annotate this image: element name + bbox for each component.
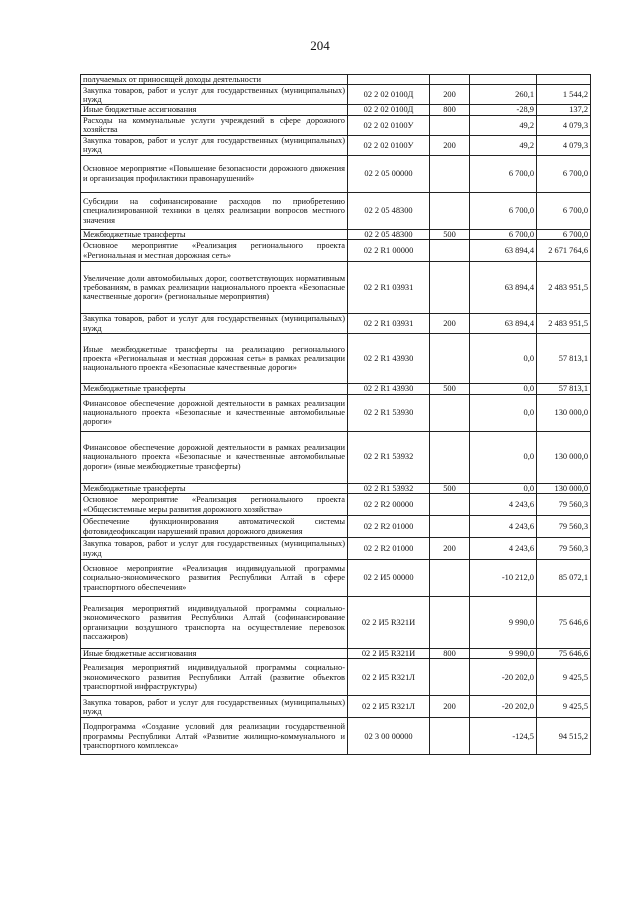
table-row xyxy=(81,314,591,334)
row-name: Закупка товаров, работ и услуг для государственных (муниципальных) нужд xyxy=(81,135,348,155)
row-change-amount: -124,5 xyxy=(470,718,537,755)
row-name: Обеспечение функционирования автоматической системы фотовидеофиксации нарушений правил дорожного движения xyxy=(81,516,348,538)
row-name: Закупка товаров, работ и услуг для государственных (муниципальных) нужд xyxy=(81,314,348,334)
table-row xyxy=(81,516,591,538)
row-code: 02 2 02 0100У xyxy=(348,115,430,135)
row-total-amount: 85 072,1 xyxy=(537,560,591,597)
row-code xyxy=(348,75,430,85)
row-change-amount: 63 894,4 xyxy=(470,262,537,314)
table-row xyxy=(81,394,591,431)
row-name: Реализация мероприятий индивидуальной программы социально-экономического развития Республики Алтай (развитие объектов транспортной инфраструктуры) xyxy=(81,659,348,696)
row-code: 02 2 R2 01000 xyxy=(348,538,430,560)
table-row xyxy=(81,334,591,384)
row-change-amount: 0,0 xyxy=(470,394,537,431)
row-expense-type: 200 xyxy=(430,696,470,718)
row-expense-type: 500 xyxy=(430,483,470,493)
row-expense-type xyxy=(430,115,470,135)
row-total-amount: 6 700,0 xyxy=(537,229,591,239)
row-code: 02 2 R1 00000 xyxy=(348,240,430,262)
row-expense-type xyxy=(430,155,470,192)
row-change-amount: 9 990,0 xyxy=(470,597,537,649)
row-code: 02 2 И5 R321Л xyxy=(348,659,430,696)
budget-table xyxy=(80,74,591,755)
row-total-amount: 9 425,5 xyxy=(537,659,591,696)
row-total-amount: 75 646,6 xyxy=(537,649,591,659)
row-change-amount: 4 243,6 xyxy=(470,494,537,516)
row-name: получаемых от приносящей доходы деятельности xyxy=(81,75,348,85)
row-change-amount: 4 243,6 xyxy=(470,538,537,560)
table-row xyxy=(81,538,591,560)
table-row xyxy=(81,155,591,192)
row-name: Финансовое обеспечение дорожной деятельности в рамках реализации национального проекта «Безопасные и качественные автомобильные дороги» xyxy=(81,394,348,431)
row-total-amount: 130 000,0 xyxy=(537,394,591,431)
row-code: 02 2 05 48300 xyxy=(348,229,430,239)
row-total-amount: 2 483 951,5 xyxy=(537,262,591,314)
row-name: Межбюджетные трансферты xyxy=(81,384,348,394)
row-total-amount: 2 671 764,6 xyxy=(537,240,591,262)
row-code: 02 2 И5 R321Л xyxy=(348,696,430,718)
row-change-amount: -28,9 xyxy=(470,105,537,115)
table-row xyxy=(81,135,591,155)
row-code: 02 2 R1 03931 xyxy=(348,314,430,334)
row-name: Иные бюджетные ассигнования xyxy=(81,649,348,659)
table-row xyxy=(81,75,591,85)
row-code: 02 2 R2 00000 xyxy=(348,494,430,516)
row-expense-type xyxy=(430,516,470,538)
row-total-amount: 6 700,0 xyxy=(537,192,591,229)
row-change-amount: 6 700,0 xyxy=(470,155,537,192)
row-code: 02 3 00 00000 xyxy=(348,718,430,755)
row-name: Основное мероприятие «Повышение безопасности дорожного движения и организация профилактики правонарушений» xyxy=(81,155,348,192)
row-total-amount: 130 000,0 xyxy=(537,431,591,483)
row-name: Финансовое обеспечение дорожной деятельности в рамках реализации национального проекта «Безопасные и качественные автомобильные дороги» (иные межбюджетные трансферты) xyxy=(81,431,348,483)
row-expense-type: 500 xyxy=(430,384,470,394)
row-expense-type xyxy=(430,262,470,314)
table-row xyxy=(81,192,591,229)
row-expense-type xyxy=(430,394,470,431)
row-change-amount: 49,2 xyxy=(470,115,537,135)
row-code: 02 2 И5 R321И xyxy=(348,597,430,649)
row-total-amount: 94 515,2 xyxy=(537,718,591,755)
row-name: Расходы на коммунальные услуги учреждений в сфере дорожного хозяйства xyxy=(81,115,348,135)
table-row xyxy=(81,560,591,597)
row-change-amount: 0,0 xyxy=(470,384,537,394)
row-expense-type xyxy=(430,192,470,229)
row-change-amount: -10 212,0 xyxy=(470,560,537,597)
row-total-amount: 130 000,0 xyxy=(537,483,591,493)
page-number: 204 xyxy=(310,38,330,53)
row-expense-type xyxy=(430,75,470,85)
row-total-amount xyxy=(537,75,591,85)
row-name: Подпрограмма «Создание условий для реализации государственной программы Республики Алтай «Развитие жилищно-коммунального и транспортного комплекса» xyxy=(81,718,348,755)
table-row xyxy=(81,229,591,239)
row-name: Реализация мероприятий индивидуальной программы социально-экономического развития Республики Алтай (софинансирование организации воздушного транспорта на осуществление перевозок пассажиров) xyxy=(81,597,348,649)
row-change-amount: -20 202,0 xyxy=(470,696,537,718)
row-change-amount: 6 700,0 xyxy=(470,192,537,229)
row-total-amount: 4 079,3 xyxy=(537,115,591,135)
row-total-amount: 79 560,3 xyxy=(537,494,591,516)
row-total-amount: 137,2 xyxy=(537,105,591,115)
row-change-amount xyxy=(470,75,537,85)
row-expense-type: 200 xyxy=(430,135,470,155)
row-expense-type xyxy=(430,718,470,755)
row-change-amount: 63 894,4 xyxy=(470,240,537,262)
row-expense-type: 800 xyxy=(430,649,470,659)
row-code: 02 2 05 00000 xyxy=(348,155,430,192)
row-change-amount: 49,2 xyxy=(470,135,537,155)
budget-table-body xyxy=(81,75,591,755)
row-total-amount: 6 700,0 xyxy=(537,155,591,192)
row-code: 02 2 05 48300 xyxy=(348,192,430,229)
row-name: Иные бюджетные ассигнования xyxy=(81,105,348,115)
table-row xyxy=(81,240,591,262)
row-change-amount: 260,1 xyxy=(470,85,537,105)
row-expense-type xyxy=(430,494,470,516)
table-row xyxy=(81,105,591,115)
row-code: 02 2 R1 53930 xyxy=(348,394,430,431)
table-row xyxy=(81,115,591,135)
row-name: Увеличение доли автомобильных дорог, соответствующих нормативным требованиям, в рамках реализации национального проекта «Безопасные качественные дороги» (региональные мероприятия) xyxy=(81,262,348,314)
row-code: 02 2 И5 R321И xyxy=(348,649,430,659)
row-code: 02 2 02 0100У xyxy=(348,135,430,155)
table-row xyxy=(81,597,591,649)
row-name: Основное мероприятие «Реализация индивидуальной программы социально-экономического развития Республики Алтай в сфере транспортного обеспечения» xyxy=(81,560,348,597)
row-expense-type xyxy=(430,431,470,483)
row-change-amount: 0,0 xyxy=(470,431,537,483)
table-row xyxy=(81,659,591,696)
table-row xyxy=(81,85,591,105)
table-row xyxy=(81,494,591,516)
row-total-amount: 57 813,1 xyxy=(537,334,591,384)
row-change-amount: 0,0 xyxy=(470,483,537,493)
row-total-amount: 9 425,5 xyxy=(537,696,591,718)
table-row xyxy=(81,262,591,314)
row-name: Закупка товаров, работ и услуг для государственных (муниципальных) нужд xyxy=(81,696,348,718)
row-code: 02 2 R2 01000 xyxy=(348,516,430,538)
row-change-amount: 63 894,4 xyxy=(470,314,537,334)
row-total-amount: 1 544,2 xyxy=(537,85,591,105)
row-code: 02 2 R1 53932 xyxy=(348,483,430,493)
row-total-amount: 75 646,6 xyxy=(537,597,591,649)
row-total-amount: 79 560,3 xyxy=(537,538,591,560)
row-expense-type: 200 xyxy=(430,314,470,334)
row-expense-type: 800 xyxy=(430,105,470,115)
row-code: 02 2 R1 03931 xyxy=(348,262,430,314)
row-expense-type: 200 xyxy=(430,85,470,105)
row-name: Закупка товаров, работ и услуг для государственных (муниципальных) нужд xyxy=(81,538,348,560)
row-expense-type: 200 xyxy=(430,538,470,560)
row-name: Основное мероприятие «Реализация регионального проекта «Региональная и местная дорожная сеть» xyxy=(81,240,348,262)
row-name: Межбюджетные трансферты xyxy=(81,229,348,239)
row-total-amount: 57 813,1 xyxy=(537,384,591,394)
row-total-amount: 2 483 951,5 xyxy=(537,314,591,334)
row-total-amount: 79 560,3 xyxy=(537,516,591,538)
row-change-amount: 9 990,0 xyxy=(470,649,537,659)
row-expense-type xyxy=(430,560,470,597)
row-code: 02 2 R1 43930 xyxy=(348,384,430,394)
row-change-amount: 0,0 xyxy=(470,334,537,384)
row-change-amount: -20 202,0 xyxy=(470,659,537,696)
row-expense-type xyxy=(430,240,470,262)
table-row xyxy=(81,718,591,755)
row-code: 02 2 02 0100Д xyxy=(348,105,430,115)
table-row xyxy=(81,483,591,493)
row-name: Межбюджетные трансферты xyxy=(81,483,348,493)
row-name: Иные межбюджетные трансферты на реализацию регионального проекта «Региональная и местная дорожная сеть» в рамках реализации национального проекта «Безопасные качественные дороги» xyxy=(81,334,348,384)
row-expense-type xyxy=(430,597,470,649)
row-total-amount: 4 079,3 xyxy=(537,135,591,155)
row-code: 02 2 R1 53932 xyxy=(348,431,430,483)
row-change-amount: 4 243,6 xyxy=(470,516,537,538)
table-row xyxy=(81,696,591,718)
row-code: 02 2 R1 43930 xyxy=(348,334,430,384)
row-expense-type: 500 xyxy=(430,229,470,239)
row-expense-type xyxy=(430,334,470,384)
table-row xyxy=(81,431,591,483)
row-name: Субсидии на софинансирование расходов по приобретению специализированной техники в целях реализации вопросов местного значения xyxy=(81,192,348,229)
row-code: 02 2 02 0100Д xyxy=(348,85,430,105)
row-change-amount: 6 700,0 xyxy=(470,229,537,239)
row-expense-type xyxy=(430,659,470,696)
row-name: Закупка товаров, работ и услуг для государственных (муниципальных) нужд xyxy=(81,85,348,105)
row-code: 02 2 И5 00000 xyxy=(348,560,430,597)
table-row xyxy=(81,384,591,394)
table-row xyxy=(81,649,591,659)
row-name: Основное мероприятие «Реализация регионального проекта «Общесистемные меры развития дорожного хозяйства» xyxy=(81,494,348,516)
